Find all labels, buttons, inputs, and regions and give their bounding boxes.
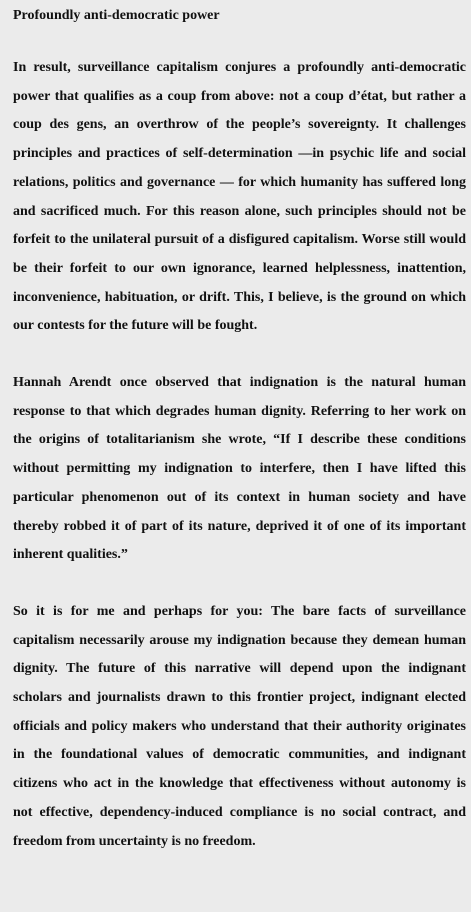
- paragraph-2: Hannah Arendt once observed that indignation is the natural human response to that which degrades human dignity. Referring to her work on the origins of totalitarianism she wrote, “If I describe these conditions without permitting my indignation to interfere, then I have lifted this particular phenomenon out of its context in human society and have thereby robbed it of part of its nature, deprived it of one of its important inherent qualities.”: [13, 375, 466, 563]
- paragraph-1: In result, surveillance capitalism conjures a profoundly anti-democratic power that qualifies as a coup from above: not a coup d’état, but rather a coup des gens, an overthrow of the people’s sovereignty. It challenges principles and practices of self-determination —in psychic life and social relations, politics and governance — for which humanity has suffered long and sacrificed much. For this reason alone, such principles should not be forfeit to the unilateral pursuit of a disfigured capitalism. Worse still would be their forfeit to our own ignorance, learned helplessness, inattention, inconvenience, habituation, or drift. This, I believe, is the ground on which our contests for the future will be fought.: [13, 60, 466, 334]
- section-heading: Profoundly anti-democratic power: [13, 8, 220, 23]
- paragraph-3: So it is for me and perhaps for you: The bare facts of surveillance capitalism necessarily arouse my indignation because they demean human dignity. The future of this narrative will depend upon the indignant scholars and journalists drawn to this frontier project, indignant elected officials and policy makers who understand that their authority originates in the foundational values of democratic communities, and indignant citizens who act in the knowledge that effectiveness without autonomy is not effective, dependency-induced compliance is no social contract, and freedom from uncertainty is no freedom.: [13, 603, 466, 849]
